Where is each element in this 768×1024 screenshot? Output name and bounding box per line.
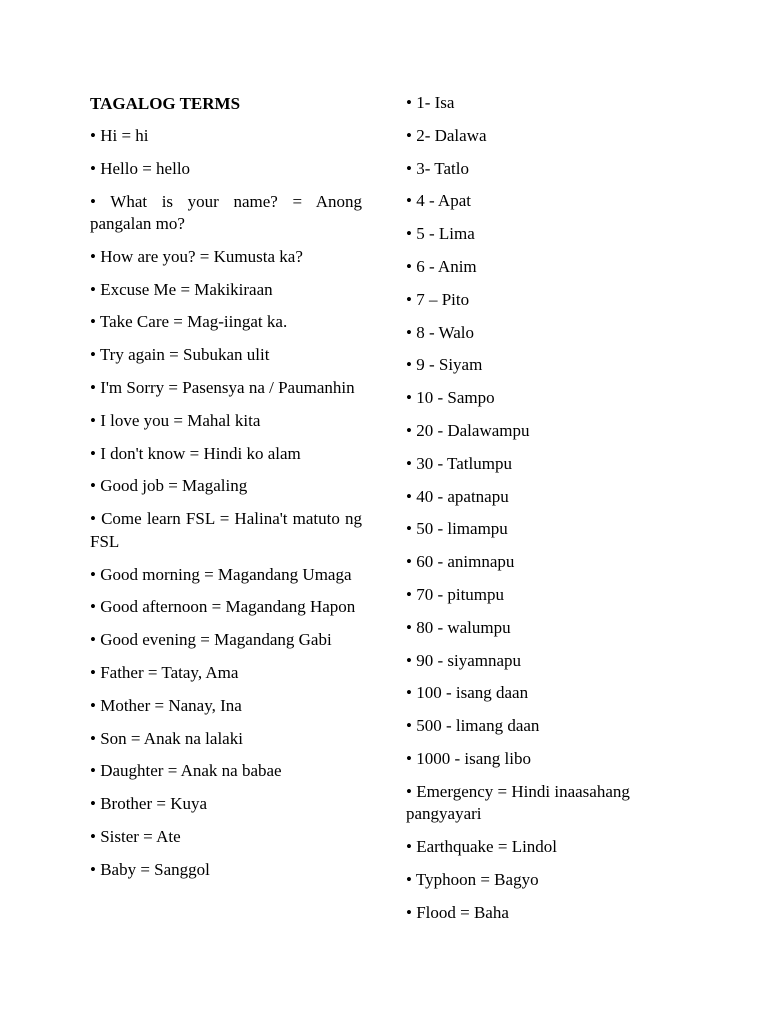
list-item: • Flood = Baha [406, 902, 509, 922]
list-item: • How are you? = Kumusta ka? [90, 246, 303, 266]
list-item: • Typhoon = Bagyo [406, 869, 539, 889]
document-title: TAGALOG TERMS [90, 94, 241, 113]
list-item: • 6 - Anim [406, 256, 477, 276]
list-item: • 1- Isa [406, 93, 455, 112]
list-item: • 90 - siyamnapu [406, 650, 522, 670]
list-item: • Good morning = Magandang Umaga [90, 564, 352, 584]
list-item: • 80 - walumpu [406, 617, 511, 637]
list-item: • 40 - apatnapu [406, 486, 509, 506]
list-item: • What is your name? = Anong pangalan mo? [90, 191, 362, 234]
list-item: • Emergency = Hindi inaasahang pangyayari [406, 781, 630, 824]
list-item: • Excuse Me = Makikiraan [90, 279, 273, 299]
list-item: • 7 – Pito [406, 289, 470, 309]
list-item: • 2- Dalawa [406, 125, 487, 145]
list-item: • 1000 - isang libo [406, 748, 531, 768]
list-item: • Son = Anak na lalaki [90, 728, 243, 748]
list-item: • 9 - Siyam [406, 355, 483, 375]
list-item: • Brother = Kuya [90, 794, 208, 814]
list-item: • I'm Sorry = Pasensya na / Paumanhin [90, 378, 355, 398]
list-item: • Good afternoon = Magandang Hapon [90, 597, 356, 617]
list-item: • 5 - Lima [406, 224, 475, 244]
list-item: • 30 - Tatlumpu [406, 453, 512, 473]
list-item: • Mother = Nanay, Ina [90, 695, 242, 715]
list-item: • 4 - Apat [406, 191, 471, 211]
list-item: • Good evening = Magandang Gabi [90, 630, 332, 650]
list-item: • 500 - limang daan [406, 716, 540, 736]
list-item: • Good job = Magaling [90, 476, 248, 496]
list-item: • I don't know = Hindi ko alam [90, 443, 301, 463]
list-item: • 70 - pitumpu [406, 584, 505, 604]
list-item: • 3- Tatlo [406, 158, 469, 178]
list-item: • I love you = Mahal kita [90, 410, 261, 430]
list-item: • Hi = hi [90, 126, 149, 145]
terms-list-right [406, 92, 646, 924]
list-item: • Take Care = Mag-iingat ka. [90, 312, 288, 332]
list-item: • 20 - Dalawampu [406, 420, 530, 440]
list-item: • 100 - isang daan [406, 683, 529, 703]
list-item: • Come learn FSL = Halina't matuto ng FSL [90, 509, 362, 551]
list-item: • 10 - Sampo [406, 388, 495, 408]
right-column [406, 92, 646, 934]
list-item: • Father = Tatay, Ama [90, 662, 239, 682]
left-column [90, 92, 362, 892]
list-item: • Hello = hello [90, 158, 191, 178]
list-item: • 60 - animnapu [406, 552, 515, 572]
list-item: • Daughter = Anak na babae [90, 761, 282, 781]
list-item: • Sister = Ate [90, 826, 181, 846]
list-item: • Baby = Sanggol [90, 859, 210, 879]
list-item: • 50 - limampu [406, 519, 508, 539]
list-item: • Earthquake = Lindol [406, 837, 558, 857]
list-item: • Try again = Subukan ulit [90, 345, 270, 365]
list-item: • 8 - Walo [406, 322, 475, 342]
terms-list-left [90, 125, 362, 881]
